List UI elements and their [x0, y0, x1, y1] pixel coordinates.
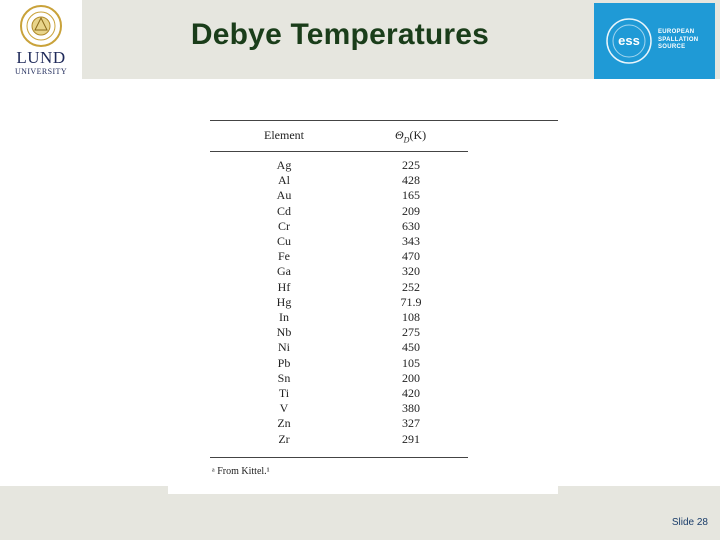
table-row — [168, 340, 558, 355]
debye-temperature-value: 428 — [402, 173, 420, 188]
element-symbol: V — [279, 401, 289, 416]
table-row — [168, 249, 558, 264]
element-symbol: Al — [278, 173, 290, 188]
table-row — [168, 325, 558, 340]
element-symbol: Fe — [278, 249, 290, 264]
element-symbol: Nb — [276, 325, 292, 340]
table-row — [168, 386, 558, 401]
debye-temperature-value: 105 — [402, 355, 420, 370]
debye-temperature-value: 630 — [402, 218, 420, 233]
debye-temperature-value: 275 — [402, 325, 420, 340]
table-row — [168, 173, 558, 188]
debye-temperature-value: 252 — [402, 279, 420, 294]
element-symbol: Ti — [278, 386, 290, 400]
ess-line-1: EUROPEAN — [658, 29, 695, 35]
table-row — [168, 204, 558, 219]
element-symbol: Ag — [276, 158, 292, 172]
debye-temperature-value: 165 — [402, 188, 420, 203]
table-row — [168, 356, 558, 371]
debye-temperature-value: 291 — [402, 431, 420, 446]
debye-temperature-value: 71.9 — [400, 294, 422, 309]
debye-temperature-value: 450 — [402, 340, 420, 355]
lund-seal-icon — [19, 4, 63, 48]
element-symbol: Cd — [276, 203, 291, 218]
element-symbol: Zn — [277, 416, 291, 431]
debye-temperature-value: 343 — [402, 234, 420, 248]
table-row — [168, 158, 558, 173]
element-symbol: Zr — [278, 431, 290, 446]
table-row — [168, 234, 558, 249]
ess-line-2: SPALLATION — [658, 36, 699, 43]
ess-logo-text — [658, 29, 698, 52]
table-top-rule — [210, 120, 558, 121]
element-symbol: In — [279, 310, 289, 324]
table-row — [168, 310, 558, 325]
element-symbol: Sn — [277, 370, 291, 385]
element-symbol: Ni — [278, 340, 290, 355]
table-row — [168, 416, 558, 431]
table-row — [168, 188, 558, 203]
debye-temperature-value: 200 — [402, 370, 420, 385]
element-symbol: Cr — [278, 218, 290, 233]
element-symbol: Hg — [276, 294, 292, 309]
page-title: Debye Temperatures — [190, 18, 490, 51]
debye-temperature-value: 225 — [402, 158, 420, 172]
table-row — [168, 264, 558, 279]
element-symbol: Ga — [277, 264, 291, 279]
table-row — [168, 219, 558, 234]
column-header-debye: $\Theta_D(K)$ — [395, 128, 427, 145]
debye-temperature-value: 420 — [402, 386, 420, 400]
ess-line-3: SOURCE — [658, 44, 686, 50]
column-header-element: Element — [264, 128, 304, 142]
ess-mark-text: ess — [618, 33, 640, 48]
slide-number: Slide 28 — [671, 517, 708, 528]
element-symbol: Cu — [276, 234, 291, 248]
debye-table — [168, 96, 558, 494]
lund-logo-name: LUND — [16, 48, 66, 67]
debye-temperature-value: 108 — [402, 310, 420, 324]
table-row — [168, 371, 558, 386]
debye-temperature-value: 320 — [402, 264, 420, 279]
table-footnote: ᵃ From Kittel.¹ — [212, 466, 270, 477]
debye-temperature-value: 380 — [402, 401, 420, 416]
table-row — [168, 401, 558, 416]
lund-logo-subtitle: UNIVERSITY — [15, 67, 67, 76]
table-row — [168, 295, 558, 310]
table-row — [168, 280, 558, 295]
element-symbol: Pb — [277, 355, 291, 370]
debye-temperature-value: 470 — [402, 249, 420, 264]
table-row — [168, 432, 558, 447]
footer-bar — [0, 486, 720, 540]
lund-university-logo — [0, 0, 82, 79]
ess-logo — [594, 3, 715, 79]
table-header-rule — [210, 151, 468, 152]
element-symbol: Au — [276, 188, 292, 203]
debye-temperature-value: 327 — [402, 416, 420, 431]
element-symbol: Hf — [277, 279, 291, 294]
ess-mark-icon — [594, 3, 658, 79]
debye-temperature-value: 209 — [402, 203, 420, 218]
table-bottom-rule — [210, 457, 468, 458]
